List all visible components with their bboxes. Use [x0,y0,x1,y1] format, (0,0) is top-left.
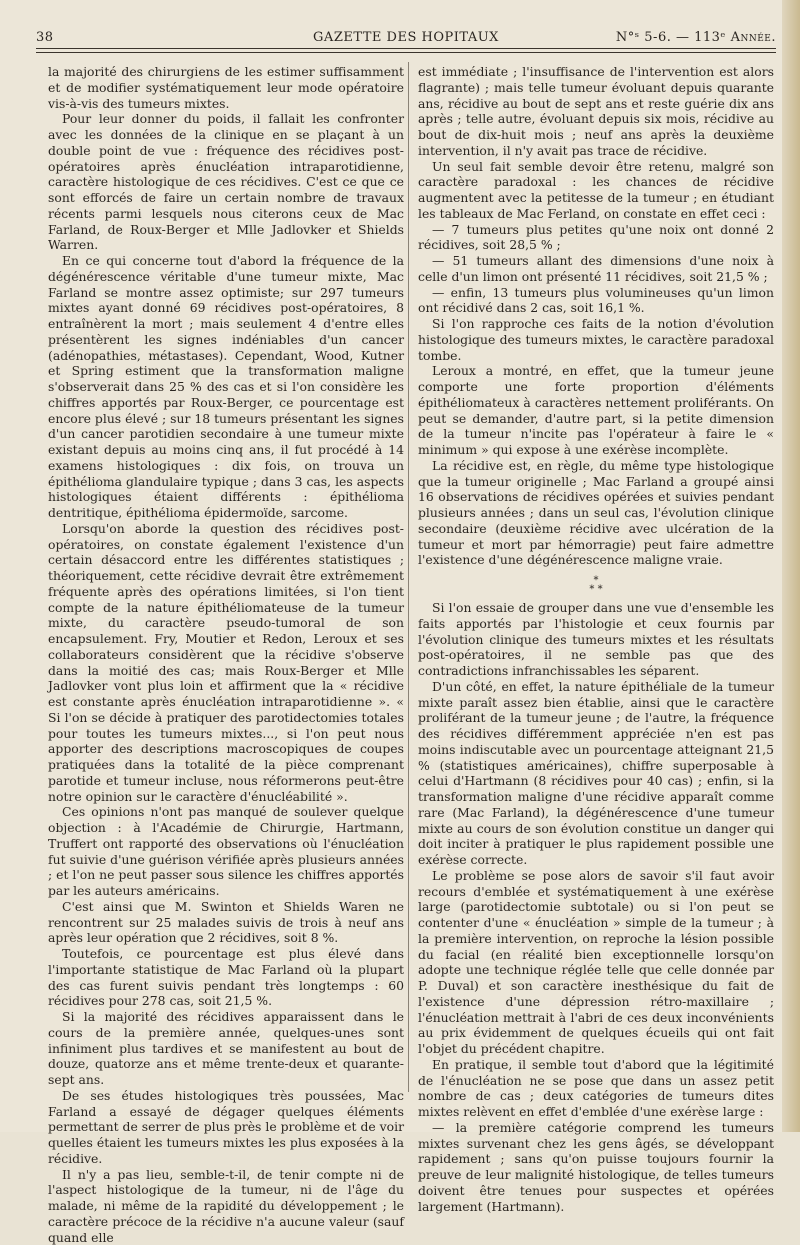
header-rule-thick [36,48,776,49]
paragraph: Si la majorité des récidives apparaissent dans le cours de la première année, quelques-unes sont infiniment plus tardives et se manifestent au bout de douze, quatorze ans et même trente-deux et quarante-sept ans. [48,1009,404,1088]
paragraph: Le problème se pose alors de savoir s'il faut avoir recours d'emblée et systématiquement à une exérèse large (parotidectomie subtotale) ou si l'on peut se contenter d'une « énucléation » simple de la tumeur ; à la première intervention, on reproche la lésion possible du facial (en réalité bien exceptionnelle lorsqu'on adopte une technique réglée telle que celle donnée par P. Duval) et son caractère inesthésique du fait de l'existence d'une dépression rétro-maxillaire ; l'énucléation mettrait à l'abri de ces deux inconvénients au prix évidemment de quelques écueils qui ont fait l'objet du précédent chapitre. [418,868,774,1057]
asterism-bottom: * * [418,585,774,594]
paragraph: Un seul fait semble devoir être retenu, malgré son caractère paradoxal : les chances de récidive augmentent avec la petitesse de la tumeur ; en étudiant les tableaux de Mac Ferland, on constate en effet ceci : [418,159,774,222]
paragraph: En pratique, il semble tout d'abord que la légitimité de l'énucléation ne se pose que dans un assez petit nombre de cas ; deux catégories de tumeurs dites mixtes relèvent en effet d'emblée d'une exérèse large : [418,1057,774,1120]
paragraph: Pour leur donner du poids, il fallait les confronter avec les données de la clinique en se plaçant à un double point de vue : fréquence des récidives post-opératoires après énucléation intraparotidienne, caractère histologique de ces récidives. C'est ce que ce sont efforcés de faire un certain nombre de travaux récents parmi lesquels nous citerons ceux de Mac Farland, de Roux-Berger et Mlle Jadlovker et Shields Warren. [48,111,404,253]
paragraph: Leroux a montré, en effet, que la tumeur jeune comporte une forte proportion d'éléments épithéliomateux à caractères nettement proliférants. On peut se demander, d'autre part, si la petite dimension de la tumeur n'incite pas l'opérateur à faire le « minimum » qui expose à une exérèse incomplète. [418,363,774,458]
paragraph: Si l'on rapproche ces faits de la notion d'évolution histologique des tumeurs mixtes, le caractère paradoxal tombe. [418,316,774,363]
running-header [36,26,776,50]
list-item: — enfin, 13 tumeurs plus volumineuses qu'un limon ont récidivé dans 2 cas, soit 16,1 %. [418,285,774,317]
list-item: — 51 tumeurs allant des dimensions d'une noix à celle d'un limon ont présenté 11 récidives, soit 21,5 % ; [418,253,774,285]
right-column [418,64,774,1214]
paragraph: Toutefois, ce pourcentage est plus élevé dans l'importante statistique de Mac Farland où la plupart des cas furent suivis pendant très longtemps : 60 récidives pour 278 cas, soit 21,5 %. [48,946,404,1009]
paragraph: De ses études histologiques très poussées, Mac Farland a essayé de dégager quelques éléments permettant de serrer de plus près le problème et de voir quelles étaient les tumeurs mixtes les plus exposées à la récidive. [48,1088,404,1167]
paragraph: Il n'y a pas lieu, semble-t-il, de tenir compte ni de l'aspect histologique de la tumeur, ni de l'âge du malade, ni même de la rapidité du développement ; le caractère précoce de la récidive n'a aucune valeur (sauf quand elle [48,1167,404,1245]
page-edge-shadow [782,0,800,1132]
section-separator-asterism [418,576,774,594]
paragraph: La récidive est, en règle, du même type histologique que la tumeur originelle ; Mac Farland a groupé ainsi 16 observations de récidives opérées et suivies pendant plusieurs années ; dans un seul cas, l'évolution clinique secondaire (deuxième récidive avec ulcération de la tumeur et mort par hémorragie) peut faire admettre l'existence d'une dégénérescence maligne vraie. [418,458,774,568]
paragraph: la majorité des chirurgiens de les estimer suffisamment et de modifier systématiquement leur mode opératoire vis-à-vis des tumeurs mixtes. [48,64,404,111]
paragraph: Si l'on essaie de grouper dans une vue d'ensemble les faits apportés par l'histologie et ceux fournis par l'évolution clinique des tumeurs mixtes et les résultats post-opératoires, il ne semble pas que des contradictions infranchissables les séparent. [418,600,774,679]
asterism-top: * [418,576,774,585]
paragraph: Ces opinions n'ont pas manqué de soulever quelque objection : à l'Académie de Chirurgie, Hartmann, Truffert ont rapporté des observations où l'énucléation fut suivie d'une guérison vérifiée après plusieurs années ; et l'on ne peut passer sous silence les chiffres apportés par les auteurs américains. [48,804,404,899]
left-column [48,64,404,1245]
paragraph: En ce qui concerne tout d'abord la fréquence de la dégénérescence véritable d'une tumeur mixte, Mac Farland se montre assez optimiste; sur 297 tumeurs mixtes ayant donné 69 récidives post-opératoires, 8 entraînèrent la mort ; mais seulement 4 d'entre elles présentèrent les signes indéniables d'un cancer (adénopathies, métastases). Cependant, Wood, Kutner et Spring estiment que la transformation maligne s'observerait dans 25 % des cas et si l'on considère les chiffres apportés par Roux-Berger, ce pourcentage est encore plus élevé ; sur 18 tumeurs présentant les signes d'un cancer parotidien secondaire à une tumeur mixte existant depuis au moins cinq ans, il fut procédé à 14 examens histologiques : dix fois, on trouva un épithélioma glandulaire typique ; dans 3 cas, les aspects histologiques étaient différents : épithélioma dentritique, épithélioma épidermoïde, sarcome. [48,253,404,521]
paragraph: D'un côté, en effet, la nature épithéliale de la tumeur mixte paraît assez bien établie, ainsi que le caractère proliférant de la tumeur jeune ; de l'autre, la fréquence des récidives différemment appréciée n'en est pas moins indiscutable avec un pourcentage atteignant 21,5 % (statistiques américaines), chiffre superposable à celui d'Hartmann (8 récidives pour 40 cas) ; enfin, si la transformation maligne d'une récidive apparaît comme rare (Mac Farland), la dégénérescence d'une tumeur mixte au cours de son évolution constitue un danger qui doit inciter à pratiquer le plus rapidement possible une exérèse correcte. [418,679,774,868]
header-rule-thin [36,52,776,53]
paragraph: C'est ainsi que M. Swinton et Shields Waren ne rencontrent sur 25 malades suivis de trois à neuf ans après leur opération que 2 récidives, soit 8 %. [48,899,404,946]
paragraph: est immédiate ; l'insuffisance de l'intervention est alors flagrante) ; mais telle tumeur évoluant depuis quarante ans, récidive au bout de sept ans et reste guérie dix ans après ; telle autre, évoluant depuis six mois, récidive au bout de dix-huit mois ; neuf ans après la deuxième intervention, il n'y avait pas trace de récidive. [418,64,774,159]
column-divider [408,62,409,1092]
page-number: 38 [36,30,54,45]
paragraph: Lorsqu'on aborde la question des récidives post-opératoires, on constate également l'existence d'un certain désaccord entre les différentes statistiques ; théoriquement, cette récidive devrait être extrêmement fréquente après des opérations limitées, si l'on tient compte de la nature épithéliomateuse de la tumeur mixte, du caractère pseudo-tumoral de son encapsulement. Fry, Moutier et Redon, Leroux et ses collaborateurs considèrent que la récidive s'observe dans la moitié des cas; mais Roux-Berger et Mlle Jadlovker vont plus loin et affirment que la « récidive est constante après énucléation intraparotidienne ». « Si l'on se décide à pratiquer des parotidectomies totales pour toutes les tumeurs mixtes..., si l'on peut nous apporter des descriptions macroscopiques de coupes pratiquées dans la totalité de la pièce comprenant parotide et tumeur incluse, nous réformerons peut-être notre opinion sur le caractère d'énucléabilité ». [48,521,404,805]
issue-info: N°ˢ 5-6. — 113ᵉ Année. [616,30,776,45]
list-item: — la première catégorie comprend les tumeurs mixtes survenant chez les gens âgés, se développant rapidement ; sans qu'on puisse toujours fournir la preuve de leur malignité histologique, de telles tumeurs doivent être tenues pour suspectes et opérées largement (Hartmann). [418,1120,774,1215]
list-item: — 7 tumeurs plus petites qu'une noix ont donné 2 récidives, soit 28,5 % ; [418,222,774,254]
publication-title: GAZETTE DES HOPITAUX [36,30,776,45]
